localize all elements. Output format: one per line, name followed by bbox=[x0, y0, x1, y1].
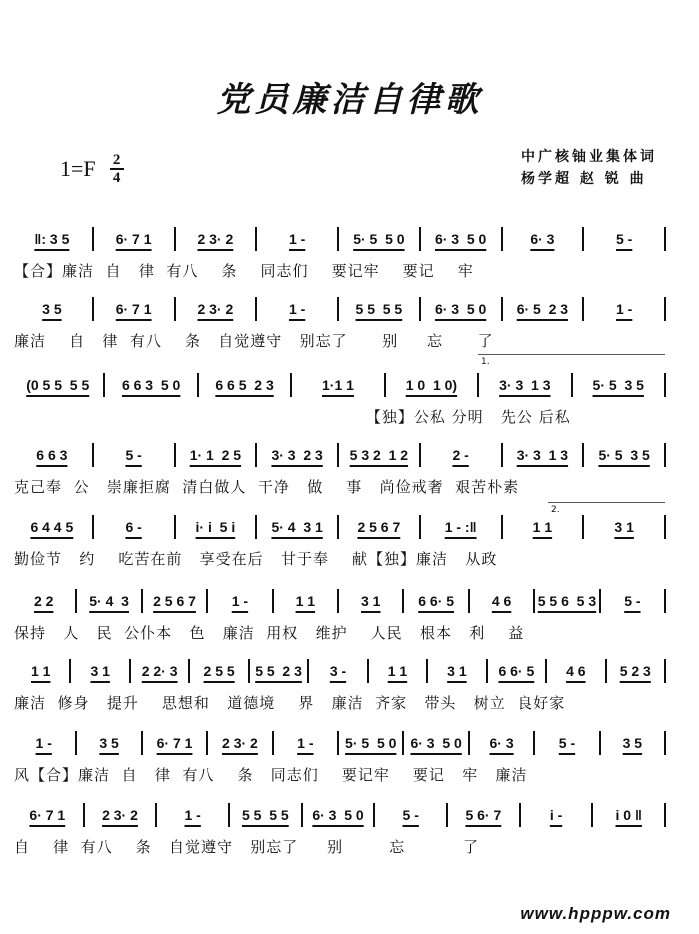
notes-line bbox=[14, 296, 668, 322]
barline bbox=[174, 443, 176, 467]
measure: 1 - bbox=[297, 735, 314, 751]
barline bbox=[605, 659, 607, 683]
barline bbox=[582, 297, 584, 321]
barline bbox=[664, 803, 666, 827]
barline bbox=[446, 803, 448, 827]
measure: 2 2· 3 bbox=[141, 663, 178, 679]
lyrics-line: 自 律 有八 条 自觉遵守 别忘了 别 忘 了 bbox=[14, 838, 479, 856]
measure: 6· 7 1 bbox=[156, 735, 193, 751]
barline bbox=[664, 297, 666, 321]
barline bbox=[664, 731, 666, 755]
barline bbox=[664, 659, 666, 683]
measure: 1 0 1 0) bbox=[405, 377, 458, 393]
staff-row bbox=[14, 226, 668, 281]
measure: 4 6 bbox=[566, 663, 586, 679]
measure: 5 - bbox=[558, 735, 576, 751]
measure: 6 6 3 5 0 bbox=[121, 377, 181, 393]
notes-line bbox=[14, 226, 668, 252]
measure: 2 - bbox=[452, 447, 469, 463]
barline bbox=[290, 373, 292, 397]
measure: 3 5 bbox=[99, 735, 119, 751]
barline bbox=[384, 373, 386, 397]
barline bbox=[402, 589, 404, 613]
barline bbox=[571, 373, 573, 397]
measure: 3 - bbox=[329, 663, 347, 679]
barline bbox=[301, 803, 303, 827]
measure: 1 - bbox=[615, 301, 633, 317]
measure: 5· 5 3 5 bbox=[592, 377, 644, 393]
measure: 1· 1 2 5 bbox=[189, 447, 242, 463]
measure: 5 - bbox=[615, 231, 633, 247]
barline bbox=[92, 443, 94, 467]
barline bbox=[664, 373, 666, 397]
measure: 3· 3 2 3 bbox=[271, 447, 323, 463]
measure: 1 1 bbox=[387, 663, 408, 679]
measure: 6· 3 5 0 bbox=[410, 735, 462, 751]
measure: 5 5 5 5 bbox=[355, 301, 403, 317]
song-title: 党员廉洁自律歌 bbox=[216, 80, 483, 120]
measure: 3 1 bbox=[90, 663, 110, 679]
barline bbox=[174, 227, 176, 251]
barline bbox=[103, 373, 105, 397]
barline bbox=[664, 589, 666, 613]
time-top: 2 bbox=[112, 152, 121, 168]
measure: 5· 4 3 1 bbox=[271, 519, 323, 535]
composer: 杨学超 赵 锐 曲 bbox=[521, 171, 647, 187]
measure: 1 - bbox=[231, 593, 249, 609]
measure: 2 5 6 7 bbox=[357, 519, 401, 535]
volta-first-label: 1. bbox=[481, 357, 490, 367]
lyrics-line: 廉洁 自 律 有八 条 自觉遵守 别忘了 别 忘 了 bbox=[14, 332, 494, 350]
measure: 6 - bbox=[125, 519, 142, 535]
barline bbox=[519, 803, 521, 827]
barline bbox=[69, 659, 71, 683]
barline bbox=[92, 515, 94, 539]
measure: 5 - bbox=[125, 447, 142, 463]
staff-row bbox=[14, 802, 668, 857]
barline bbox=[255, 227, 257, 251]
barline bbox=[419, 297, 421, 321]
barline bbox=[75, 589, 77, 613]
measure: 2 3· 2 bbox=[222, 735, 258, 751]
measure: 6· 7 1 bbox=[115, 231, 152, 247]
lyrics-line: 【合】廉洁 自 律 有八 条 同志们 要记牢 要记 牢 bbox=[14, 262, 474, 280]
barline bbox=[477, 373, 479, 397]
barline bbox=[486, 659, 488, 683]
barline bbox=[255, 297, 257, 321]
measure: 5 2 3 bbox=[619, 663, 651, 679]
measure: 5 6· 7 bbox=[465, 807, 502, 823]
measure: 6· 3 bbox=[530, 231, 555, 247]
lyrics-line: 勤俭节 约 吃苦在前 享受在后 甘于奉 献【独】廉洁 从政 bbox=[14, 550, 498, 568]
time-bottom: 4 bbox=[112, 169, 121, 186]
measure: 1 - :‖ bbox=[444, 519, 477, 535]
barline bbox=[501, 297, 503, 321]
credits bbox=[521, 146, 657, 190]
barline bbox=[248, 659, 250, 683]
barline bbox=[337, 297, 339, 321]
barline bbox=[206, 731, 208, 755]
barline bbox=[599, 589, 601, 613]
measure: 2 2 bbox=[33, 593, 54, 609]
measure: 3 5 bbox=[42, 301, 62, 317]
measure: 5 3 2 1 2 bbox=[349, 447, 409, 463]
measure: i 0 ‖ bbox=[615, 807, 642, 823]
measure: 3 1 bbox=[361, 593, 381, 609]
measure: 5· 4 3 bbox=[89, 593, 129, 609]
barline bbox=[367, 659, 369, 683]
measure: 6· 5 2 3 bbox=[516, 301, 569, 317]
measure: 6 6 3 bbox=[36, 447, 68, 463]
barline bbox=[582, 515, 584, 539]
barline bbox=[468, 589, 470, 613]
measure: 6 6· 5 bbox=[498, 663, 535, 679]
measure: 1·1 1 bbox=[322, 377, 354, 393]
measure: ‖: 3 5 bbox=[34, 231, 70, 247]
barline bbox=[533, 731, 535, 755]
barline bbox=[582, 443, 584, 467]
measure: 3· 3 1 3 bbox=[516, 447, 569, 463]
barline bbox=[75, 731, 77, 755]
barline bbox=[373, 803, 375, 827]
barline bbox=[141, 589, 143, 613]
measure: 6 4 4 5 bbox=[30, 519, 74, 535]
measure: 5· 5 3 5 bbox=[598, 447, 650, 463]
measure: i - bbox=[549, 807, 563, 823]
measure: 1 1 bbox=[30, 663, 51, 679]
measure: 3 1 bbox=[447, 663, 467, 679]
barline bbox=[501, 443, 503, 467]
staff-row bbox=[14, 730, 668, 785]
barline bbox=[272, 589, 274, 613]
measure: 6· 3 5 0 bbox=[312, 807, 364, 823]
staff-row bbox=[14, 442, 668, 497]
notes-line bbox=[14, 730, 668, 756]
measure: 1 - bbox=[288, 301, 306, 317]
barline bbox=[664, 515, 666, 539]
measure: 6 6 5 2 3 bbox=[215, 377, 274, 393]
measure: 6· 7 1 bbox=[29, 807, 66, 823]
notes-line bbox=[14, 658, 668, 684]
barline bbox=[337, 589, 339, 613]
barline bbox=[591, 803, 593, 827]
measure: 6 6· 5 bbox=[418, 593, 455, 609]
volta-second bbox=[548, 502, 665, 515]
barline bbox=[255, 443, 257, 467]
measure: 3· 3 1 3 bbox=[499, 377, 551, 393]
barline bbox=[468, 731, 470, 755]
measure: 1 1 bbox=[532, 519, 553, 535]
measure: 2 3· 2 bbox=[197, 231, 234, 247]
measure: 5 - bbox=[624, 593, 641, 609]
site-watermark: www.hpppw.com bbox=[520, 904, 671, 923]
barline bbox=[174, 297, 176, 321]
measure: i· i 5 i bbox=[195, 519, 236, 535]
measure: 1 - bbox=[184, 807, 201, 823]
barline bbox=[337, 443, 339, 467]
barline bbox=[664, 227, 666, 251]
barline bbox=[426, 659, 428, 683]
measure: 1 - bbox=[35, 735, 52, 751]
barline bbox=[272, 731, 274, 755]
barline bbox=[402, 731, 404, 755]
measure: 1 - bbox=[288, 231, 306, 247]
barline bbox=[228, 803, 230, 827]
measure: 6· 3 5 0 bbox=[434, 231, 487, 247]
barline bbox=[197, 373, 199, 397]
barline bbox=[129, 659, 131, 683]
barline bbox=[255, 515, 257, 539]
lyrics-line: 风【合】廉洁 自 律 有八 条 同志们 要记牢 要记 牢 廉洁 bbox=[14, 766, 528, 784]
measure: 5· 5 5 0 bbox=[345, 735, 397, 751]
measure: 6· 3 bbox=[489, 735, 514, 751]
measure: 5· 5 5 0 bbox=[353, 231, 405, 247]
barline bbox=[501, 515, 503, 539]
measure: 5 5 5 5 bbox=[242, 807, 289, 823]
notes-line bbox=[14, 372, 668, 398]
staff-row bbox=[14, 514, 668, 569]
lyrics-line: 克己奉 公 崇廉拒腐 清白做人 干净 做 事 尚俭戒奢 艰苦朴素 bbox=[14, 478, 520, 496]
notes-line bbox=[14, 588, 668, 614]
barline bbox=[174, 515, 176, 539]
key: 1=F bbox=[60, 155, 96, 181]
measure: 5 5 6 5 3 bbox=[537, 593, 597, 609]
staff-row bbox=[14, 296, 668, 351]
measure: 2 3· 2 bbox=[102, 807, 138, 823]
measure: 5 5 2 3 bbox=[255, 663, 302, 679]
notes-line bbox=[14, 514, 668, 540]
measure: 6· 3 5 0 bbox=[434, 301, 487, 317]
barline bbox=[582, 227, 584, 251]
lyricist: 中广核铀业集体词 bbox=[521, 149, 657, 165]
key-signature bbox=[60, 152, 124, 186]
measure: 6· 7 1 bbox=[115, 301, 152, 317]
barline bbox=[533, 589, 535, 613]
barline bbox=[83, 803, 85, 827]
barline bbox=[501, 227, 503, 251]
barline bbox=[599, 731, 601, 755]
barline bbox=[337, 731, 339, 755]
staff-row bbox=[14, 658, 668, 713]
barline bbox=[419, 443, 421, 467]
lyrics-line: 廉洁 修身 提升 思想和 道德境 界 廉洁 齐家 带头 树立 良好家 bbox=[14, 694, 566, 712]
measure: 5 - bbox=[402, 807, 419, 823]
measure: 3 5 bbox=[622, 735, 643, 751]
measure: 4 6 bbox=[491, 593, 512, 609]
barline bbox=[188, 659, 190, 683]
barline bbox=[337, 227, 339, 251]
barline bbox=[92, 297, 94, 321]
barline bbox=[155, 803, 157, 827]
measure: 2 3· 2 bbox=[197, 301, 234, 317]
notes-line bbox=[14, 802, 668, 828]
staff-row bbox=[14, 372, 668, 427]
barline bbox=[337, 515, 339, 539]
barline bbox=[419, 227, 421, 251]
lyrics-line: 保持 人 民 公仆本 色 廉洁 用权 维护 人民 根本 利 益 bbox=[14, 624, 525, 642]
barline bbox=[664, 443, 666, 467]
barline bbox=[206, 589, 208, 613]
barline bbox=[92, 227, 94, 251]
barline bbox=[141, 731, 143, 755]
volta-second-label: 2. bbox=[551, 505, 560, 515]
barline bbox=[545, 659, 547, 683]
measure: 1 1 bbox=[295, 593, 316, 609]
time-signature bbox=[110, 152, 124, 186]
measure: (0 5 5 5 5 bbox=[26, 377, 90, 393]
notes-line bbox=[14, 442, 668, 468]
volta-first bbox=[478, 354, 665, 367]
measure: 2 5 5 bbox=[203, 663, 235, 679]
measure: 2 5 6 7 bbox=[153, 593, 196, 609]
barline bbox=[419, 515, 421, 539]
barline bbox=[307, 659, 309, 683]
staff-row bbox=[14, 588, 668, 643]
measure: 3 1 bbox=[614, 519, 634, 535]
lyrics-line: 【独】公私 分明 先公 后私 bbox=[14, 408, 571, 426]
